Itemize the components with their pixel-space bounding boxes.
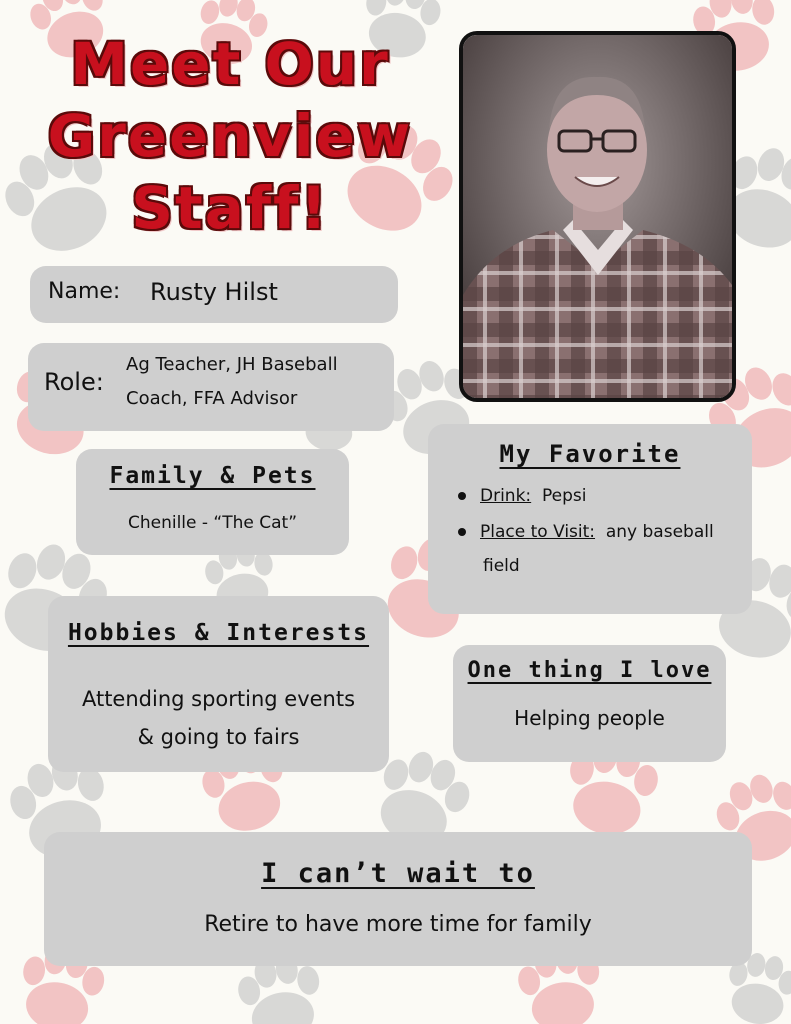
favorite-place <box>454 514 744 550</box>
place-label: Place to Visit: <box>480 522 596 542</box>
name-label: Name: <box>48 279 121 304</box>
title-line-1: Meet Our <box>70 30 390 98</box>
hobbies-card <box>48 596 389 772</box>
love-text: Helping people <box>514 706 665 730</box>
wait-card <box>44 832 752 966</box>
role-line-2: Coach, FFA Advisor <box>126 388 298 409</box>
wait-text: Retire to have more time for family <box>204 912 592 937</box>
portrait-image <box>463 35 732 398</box>
place-value: any baseball <box>605 522 714 542</box>
family-card <box>76 449 349 555</box>
title-line-3: Staff! <box>131 174 329 242</box>
love-heading: One thing I love <box>467 658 712 683</box>
favorite-drink <box>454 478 744 514</box>
name-value: Rusty Hilst <box>150 278 278 306</box>
favorite-card <box>428 424 752 614</box>
hobbies-line-2: & going to fairs <box>137 725 300 749</box>
hobbies-line-1: Attending sporting events <box>81 687 356 711</box>
favorite-list <box>454 478 744 550</box>
drink-label: Drink: <box>480 486 532 506</box>
drink-value: Pepsi <box>541 486 587 506</box>
love-card <box>453 645 726 762</box>
place-value-continued: field <box>483 556 520 576</box>
favorite-heading: My Favorite <box>499 440 681 468</box>
family-text: Chenille - “The Cat” <box>127 513 298 533</box>
page-title <box>20 28 440 244</box>
name-card <box>30 266 398 323</box>
hobbies-heading: Hobbies & Interests <box>67 620 370 646</box>
staff-photo <box>459 31 736 402</box>
wait-heading: I can’t wait to <box>261 858 535 889</box>
role-label: Role: <box>44 368 104 396</box>
family-heading: Family & Pets <box>109 463 316 489</box>
role-line-1: Ag Teacher, JH Baseball <box>126 354 338 375</box>
role-card <box>28 343 394 431</box>
title-line-2: Greenview <box>47 102 413 170</box>
